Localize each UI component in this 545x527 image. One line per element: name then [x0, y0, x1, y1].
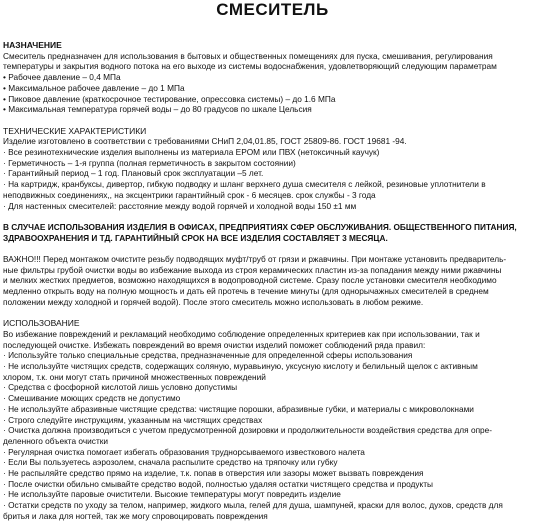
usage-line: · Регулярная очистка помогает избегать образования труднорсываемого известкового налета: [3, 446, 365, 457]
purpose-line: • Максимальная температура горячей воды – до 80 градусов по шкале Цельсия: [3, 104, 312, 115]
page-title: СМЕСИТЕЛЬ: [216, 0, 329, 19]
important-line: и мелких жестких предметов, возможно находящихся в водопроводной системе. Сразу после установки смесителя необходимо: [3, 275, 497, 286]
usage-line: · Не распыляйте средство прямо на изделие, т.к. попав в отверстия или зазоры может вызвать повреждения: [3, 468, 424, 479]
usage-line: · Очистка должна производиться с учетом предусмотренной дозировки и продолжительности воздействия средства для опре-: [3, 425, 493, 436]
usage-line: последующей очистке. Избежать повреждений во время очистки изделий поможет соблюдений ряда правил:: [3, 339, 426, 350]
usage-line: · После очистки обильно смывайте средство водой, полностью удаляя остатки чистящего средства и продукты: [3, 478, 433, 489]
usage-line: хлором, т.к. они могут стать причиной множественных повреждений: [3, 371, 266, 382]
specs-line: · Для настенных смесителей: расстояние между водой горячей и холодной воды 150 ±1 мм: [3, 200, 357, 211]
purpose-line: • Пиковое давление (краткосрочное тестирование, опрессовка системы) – до 1.6 МПа: [3, 93, 336, 104]
specs-line: · Все резинотехнические изделия выполнены из материала EPOM или ПВХ (нетоксичный каучук): [3, 147, 380, 158]
usage-line: · Строго следуйте инструкциям, указанным на чистящих средствах: [3, 414, 263, 425]
usage-line: · Смешивание моющих средств не допустимо: [3, 393, 181, 404]
specs-section: [3, 126, 542, 212]
usage-line: · Остатки средств по уходу за телом, например, жидкого мыла, гелей для душа, шампуней, краски для волос, духов, средств для: [3, 500, 503, 511]
warranty-notice: [3, 222, 542, 243]
specs-line: неподвижных соединениях,, на эксцентрики гарантийный срок - 6 месяцев. срок службы - 3 года: [3, 189, 376, 200]
purpose-line: Смеситель предназначен для использования в бытовых и общественных помещениях для пуска, смешивания, регулирования: [3, 50, 493, 61]
usage-line: деленного объекта очистки: [3, 435, 109, 446]
purpose-heading: НАЗНАЧЕНИЕ: [3, 40, 62, 50]
purpose-section: [3, 40, 542, 115]
important-line: медленно открыть воду на полную мощность и дать ей протечь в течение минуты (для однорычажных смесителей в среднем: [3, 286, 489, 297]
usage-heading: ИСПОЛЬЗОВАНИЕ: [3, 318, 80, 329]
usage-line: бритья и лака для ногтей, так же могу спровоцировать повреждения: [3, 510, 268, 521]
specs-line: · На картридж, кранбуксы, дивертор, гибкую подводку и шланг верхнего душа смесителя с лейкой, резиновые уплотнители в: [3, 179, 486, 190]
usage-section: [3, 318, 542, 521]
warranty-notice-line: В СЛУЧАЕ ИСПОЛЬЗОВАНИЯ ИЗДЕЛИЯ В ОФИСАХ, ПРЕДПРИЯТИЯХ СФЕР ОБСЛУЖИВАНИЯ. ОБЩЕСТВЕННОГО ПИТАНИЯ,: [3, 221, 517, 232]
specs-heading: ТЕХНИЧЕСКИЕ ХАРАКТЕРИСТИКИ: [3, 125, 147, 136]
purpose-line: • Рабочее давление – 0,4 МПа: [3, 72, 121, 83]
usage-line: · Не используйте чистящих средств, содержащих соляную, муравьиную, уксусную кислоту и белильный щелок с активным: [3, 361, 478, 372]
important-line: положении между холодной и горячей водой). После этого смеситель можно использовать в любом режиме.: [3, 296, 424, 307]
important-line: ные фильтры грубой очистки воды во избежание выхода из строя керамических пластин из-за попадания между ними ржавчины: [3, 264, 502, 275]
usage-line: Во избежание повреждений и рекламаций необходимо соблюдение определенных критериев как при использовании, так и: [3, 328, 480, 339]
usage-line: · Используйте только специальные средства, предназначенные для определенной сферы использования: [3, 350, 413, 361]
specs-line: · Гарантийный период – 1 год. Плановый срок эксплуатации –5 лет.: [3, 168, 264, 179]
important-section: [3, 254, 542, 308]
important-line: ВАЖНО!!! Перед монтажом очистите резьбу подводящих муфт/труб от грязи и ржавчины. При монтаже установить предваритель-: [3, 254, 507, 265]
document-body: [3, 40, 542, 522]
specs-line: · Герметичность – 1-я группа (полная герметичность в закрытом состоянии): [3, 157, 296, 168]
specs-line: Изделие изготовлено в соответствии с требованиями СНиП 2,04,01.85, ГОСТ 25809-86. ГОСТ 19681 -94.: [3, 136, 407, 147]
purpose-line: • Максимальное рабочее давление – до 1 МПа: [3, 82, 185, 93]
warranty-notice-line: ЗДРАВООХРАНЕНИЯ И ТД. ГАРАНТИЙНЫЙ СРОК НА ВСЕ ИЗДЕЛИЯ СОСТАВЛЯЕТ 3 МЕСЯЦА.: [3, 232, 388, 243]
usage-line: · Средства с фосфорной кислотой лишь условно допустимы: [3, 382, 238, 393]
purpose-line: температуры и закрытия водного потока на его выходе из системы водоснабжения, удовлетворяющий следующим параметрам: [3, 61, 497, 72]
usage-line: · Не используйте абразивные чистящие средства: чистящие порошки, абразивные губки, и материалы с микроволокнами: [3, 403, 474, 414]
usage-line: · Если Вы пользуетесь аэрозолем, сначала распылите средство на тряпочку или губку: [3, 457, 338, 468]
usage-line: · Не используйте паровые очистители. Высокие температуры могут повредить изделие: [3, 489, 341, 500]
